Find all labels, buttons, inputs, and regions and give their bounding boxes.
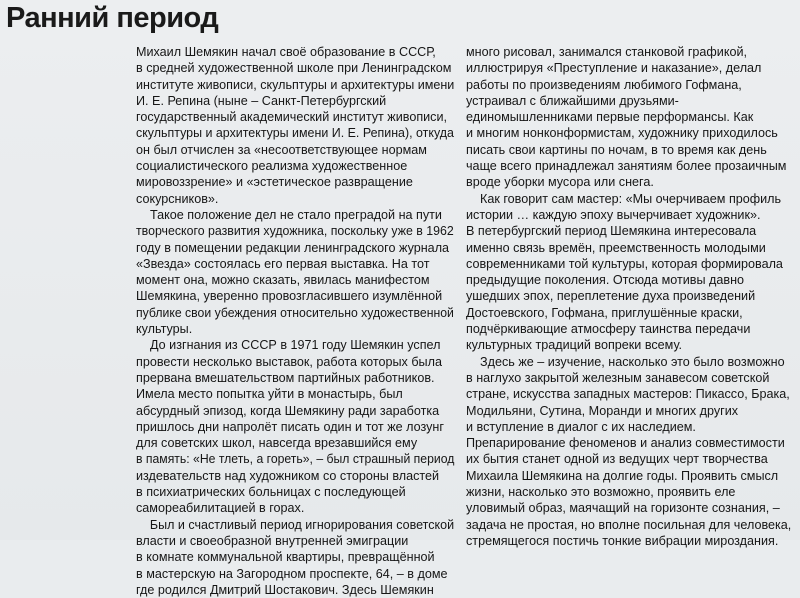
text-line: творческого развития художника, поскольку уже в 1962 [136,224,454,239]
text-line: вроде уборки мусора или снега. [466,175,654,190]
text-line: в психиатрических больницах с последующей [136,485,406,500]
text-line: стремящегося постичь тонкие вибрации мироздания. [466,533,779,548]
text-line: в память: «Не тлеть, а гореть», – был страшный период [136,452,455,467]
text-line: работы по произведениям любимого Гофмана, [466,77,742,92]
text-line: До изгнания из СССР в 1971 году Шемякин успел [150,338,441,353]
text-column-right [466,44,796,549]
text-line: уловимый образ, маячащий на горизонте сознания, – [466,501,780,516]
text-line: Препарирование феноменов и анализ совместимости [466,436,785,451]
text-line: в мастерскую на Загородном проспекте, 64, – в доме [136,566,448,581]
text-line: и многим нонконформистам, художнику приходилось [466,126,778,141]
text-line: для советских школ, навсегда врезавшийся ему [136,436,418,451]
text-line: Здесь же – изучение, насколько это было возможно [480,354,785,369]
text-line: государственный академический институт живописи, [136,110,448,125]
text-line: пришлось дни напролёт писать один и тот же лозунг [136,419,444,434]
text-line: публике свои убеждения относительно художественной [136,305,454,320]
text-line: ушедших эпох, переплетение духа произведений [466,289,756,304]
text-line: И. Е. Репина (ныне – Санкт-Петербургский [136,93,387,108]
text-line: современниками той культуры, которая формировала [466,256,783,271]
text-line: предыдущие поколения. Отсюда мотивы давно [466,273,745,288]
text-line: Михаила Шемякина на долгие годы. Проявить смысл [466,468,779,483]
page-title: Ранний период [6,2,219,34]
text-line: единомышленниками первые перформансы. Как [466,110,754,125]
text-line: в наглухо закрытой железным занавесом советской [466,370,770,385]
text-line: устраивал с ближайшими друзьями- [466,93,679,108]
text-line: «Звезда» состоялась его первая выставка. На тот [136,256,430,271]
text-line: власти и своеобразной внутренней эмиграции [136,533,409,548]
text-line: иллюстрируя «Преступление и наказание», делал [466,61,762,76]
text-line: социалистического реализма художественное [136,159,408,174]
text-line: стране, искусства западных мастеров: Пикассо, Брака, [466,387,790,402]
text-line: истории … каждую эпоху вычерчивает художник». [466,207,761,222]
text-line: Как говорит сам мастер: «Мы очерчиваем профиль [480,191,782,206]
text-line: подчёркивающие атмосферу таинства передачи [466,322,751,337]
text-line: В петербургский период Шемякина интересовала [466,224,757,239]
text-line: прервана вмешательством партийных работников. [136,370,435,385]
text-line: жизни, насколько это возможно, проявить еле [466,485,736,500]
text-line: чаще всего принадлежал занятиям более прозаичным [466,159,787,174]
text-line: году в помещении редакции ленинградского журнала [136,240,450,255]
text-line: где родился Дмитрий Шостакович. Здесь Шемякин [136,582,434,597]
text-line: много рисовал, занимался станковой графикой, [466,45,748,59]
text-line: Был и счастливый период игнорирования советской [149,517,455,532]
text-line: самореабилитацией в горах. [136,501,305,516]
text-line: сокурсников». [136,191,219,206]
text-column-left [136,44,454,598]
text-line: их бытия станет одной из ведущих черт творчества [466,452,768,467]
text-line: в средней художественной школе при Ленинградском [136,61,452,76]
text-line: писать свои картины по ночам, в то время как день [466,142,767,157]
text-line: задача не простая, но вполне посильная для человека, [466,517,792,532]
text-line: провести несколько выставок, работа которых была [136,354,442,369]
text-line: он был отчислен за «несоответствующее нормам [136,142,427,157]
text-line: издевательств над художником со стороны властей [136,468,440,483]
text-line: в комнате коммунальной квартиры, превращённой [136,550,435,565]
text-line: культурных традиций вопреки всему. [466,338,683,353]
text-line: момент она, можно сказать, явилась манифестом [136,273,430,288]
text-line: Шемякина, уверенно провозгласившего изумлённой [136,289,443,304]
text-line: Такое положение дел не стало преградой на пути [150,207,442,222]
text-line: именно связь времён, преемственность молодыми [466,240,766,255]
text-line: и вступление в диалог с их наследием. [466,419,696,434]
text-line: скульптуры и архитектуры имени И. Е. Репина), откуда [136,126,454,141]
text-line: культуры. [136,322,193,337]
text-line: мировоззрение» и «эстетическое развращение [136,175,413,190]
text-line: Михаил Шемякин начал своё образование в СССР, [136,45,436,59]
text-line: институте живописи, скульптуры и архитектуры имени [136,77,455,92]
text-line: Модильяни, Сутина, Моранди и многих других [466,403,739,418]
text-line: абсурдный эпизод, когда Шемякину ради заработка [136,403,440,418]
text-line: Имела место попытка уйти в монастырь, был [136,387,403,402]
text-line: Достоевского, Гофмана, приглушённые краски, [466,305,743,320]
